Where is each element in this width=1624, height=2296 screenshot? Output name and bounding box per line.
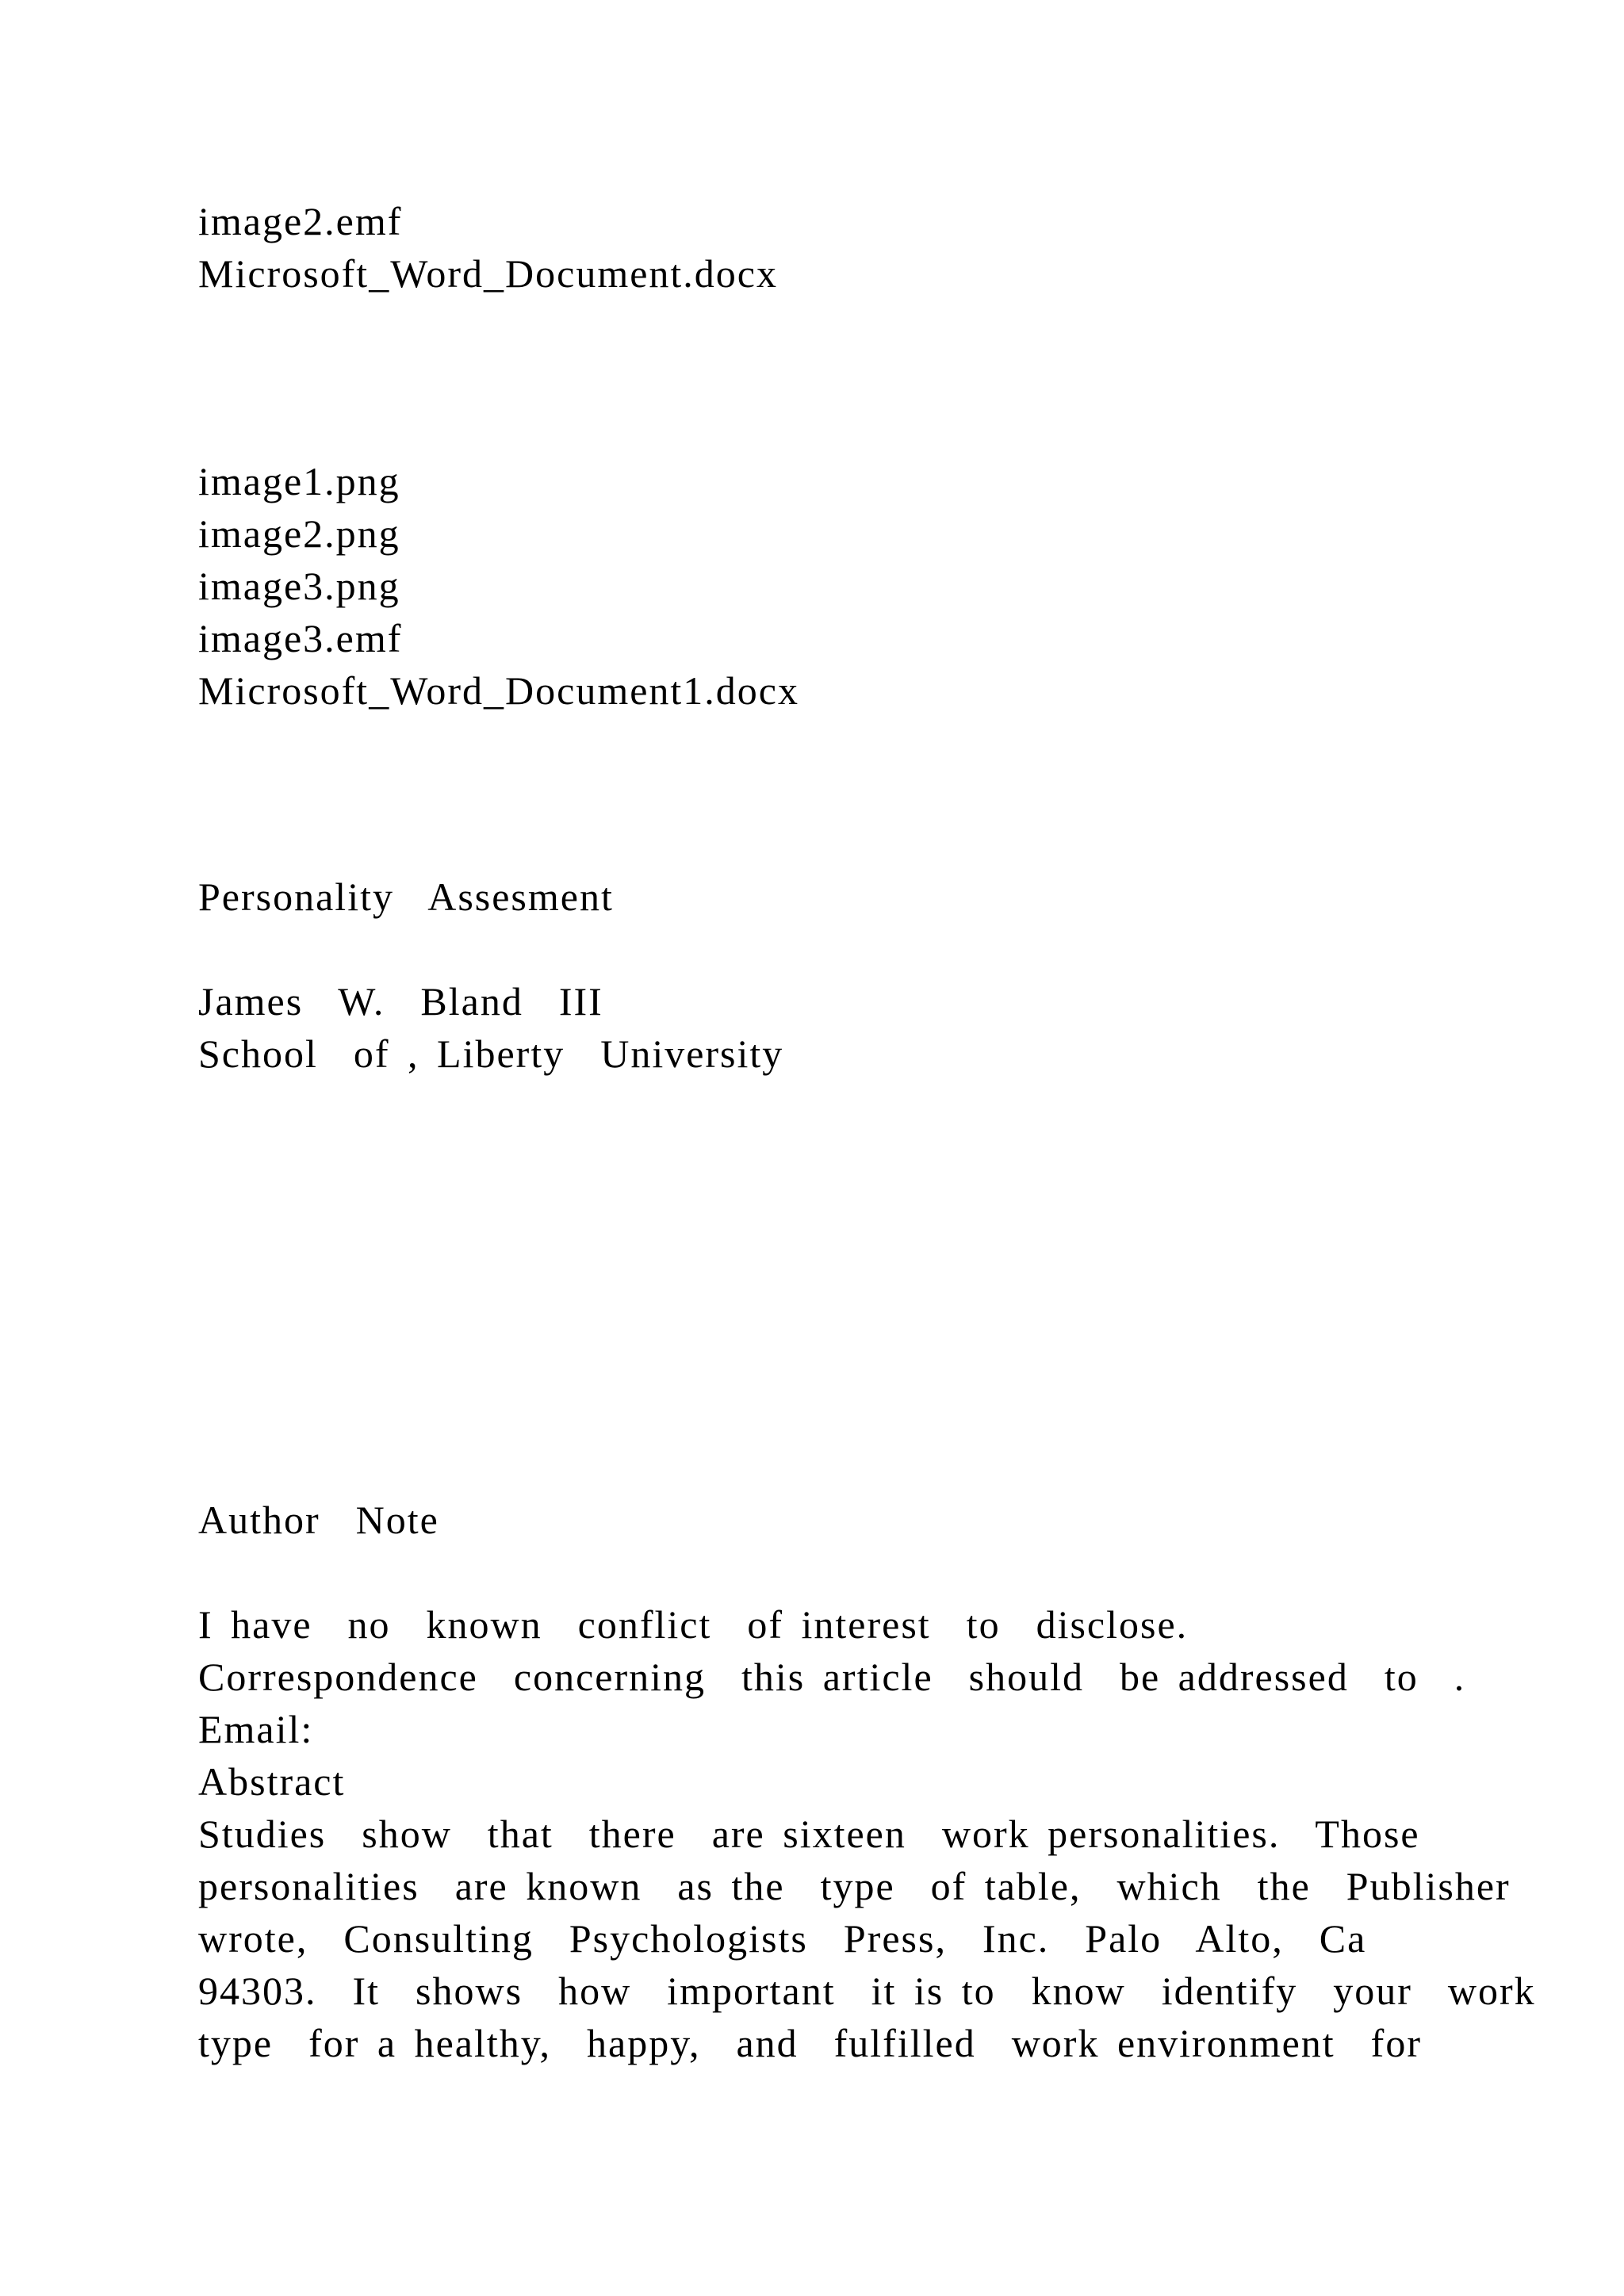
author-name: James W. Bland III: [198, 979, 603, 1024]
author-note-heading: Author Note: [198, 1498, 439, 1542]
author-note-line: Correspondence concerning this article should be addressed to .: [198, 1655, 1466, 1699]
author-affiliation: School of , Liberty University: [198, 1031, 784, 1076]
paper-title: Personality Assesment: [198, 874, 614, 919]
attachment-filename: image2.emf: [198, 199, 403, 243]
attachment-filename: image3.png: [198, 564, 400, 608]
attachment-filename: image3.emf: [198, 616, 403, 660]
author-note-line: Email:: [198, 1707, 314, 1751]
attachment-filename: Microsoft_Word_Document1.docx: [198, 668, 799, 713]
attachment-filename: image1.png: [198, 459, 400, 503]
attachment-filename: image2.png: [198, 511, 400, 556]
abstract-line: Studies show that there are sixteen work personalities. Those: [198, 1812, 1420, 1856]
abstract-line: 94303. It shows how important it is to know identify your work: [198, 1969, 1536, 2013]
abstract-line: personalities are known as the type of table, which the Publisher: [198, 1864, 1511, 1908]
attachment-filename: Microsoft_Word_Document.docx: [198, 251, 778, 296]
abstract-line: wrote, Consulting Psychologists Press, Inc. Palo Alto, Ca: [198, 1916, 1367, 1961]
author-note-line: I have no known conflict of interest to disclose.: [198, 1602, 1189, 1647]
abstract-heading: Abstract: [198, 1759, 346, 1804]
abstract-line: type for a healthy, happy, and fulfilled work environment for: [198, 2021, 1422, 2065]
